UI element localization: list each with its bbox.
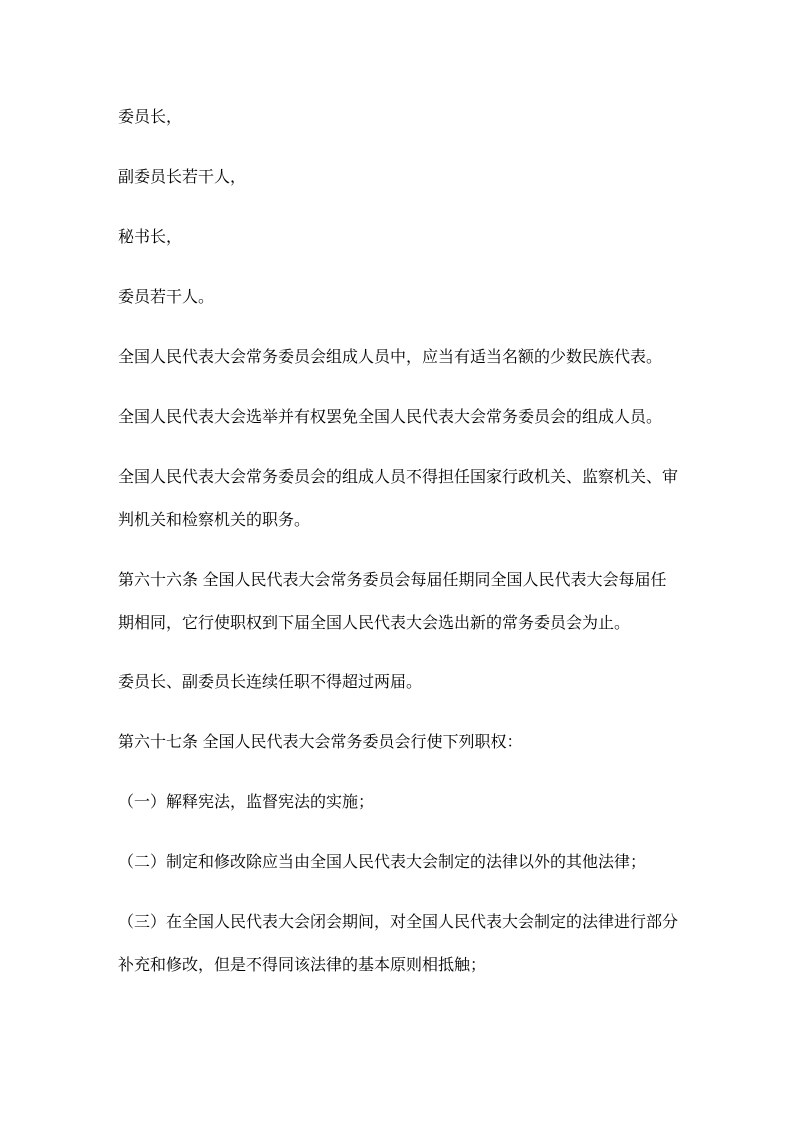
doc-line: 补充和修改，但是不得同该法律的基本原则相抵触； <box>118 957 487 974</box>
paragraph-list-item-1 <box>118 781 693 824</box>
doc-line: 委员若干人。 <box>118 289 215 306</box>
doc-line: 全国人民代表大会选举并有权罢免全国人民代表大会常务委员会的组成人员。 <box>118 409 663 426</box>
doc-line: 秘书长， <box>118 229 183 246</box>
paragraph <box>118 336 693 379</box>
doc-line: 全国人民代表大会常务委员会的组成人员不得担任国家行政机关、监察机关、审 <box>118 469 679 486</box>
doc-line: （一）解释宪法，监督宪法的实施； <box>118 794 375 811</box>
doc-line: 期相同，它行使职权到下届全国人民代表大会选出新的常务委员会为止。 <box>118 615 631 632</box>
paragraph <box>118 276 693 319</box>
doc-line: 全国人民代表大会常务委员会组成人员中，应当有适当名额的少数民族代表。 <box>118 349 663 366</box>
doc-line: （三）在全国人民代表大会闭会期间，对全国人民代表大会制定的法律进行部分 <box>118 914 679 931</box>
doc-line: 第六十六条 全国人民代表大会常务委员会每届任期同全国人民代表大会每届任 <box>118 572 667 589</box>
doc-line: 委员长， <box>118 109 183 126</box>
paragraph-article-67 <box>118 721 693 764</box>
doc-line: 判机关和检察机关的职务。 <box>118 512 311 529</box>
doc-line: 委员长、副委员长连续任职不得超过两届。 <box>118 674 423 691</box>
paragraph <box>118 396 693 439</box>
paragraph-list-item-2 <box>118 841 693 884</box>
paragraph <box>118 216 693 259</box>
paragraph <box>118 156 693 199</box>
doc-line: 副委员长若干人， <box>118 169 247 186</box>
doc-line: （二）制定和修改除应当由全国人民代表大会制定的法律以外的其他法律； <box>118 854 647 871</box>
paragraph <box>118 661 693 704</box>
paragraph <box>118 96 693 139</box>
doc-line: 第六十七条 全国人民代表大会常务委员会行使下列职权： <box>118 734 523 751</box>
